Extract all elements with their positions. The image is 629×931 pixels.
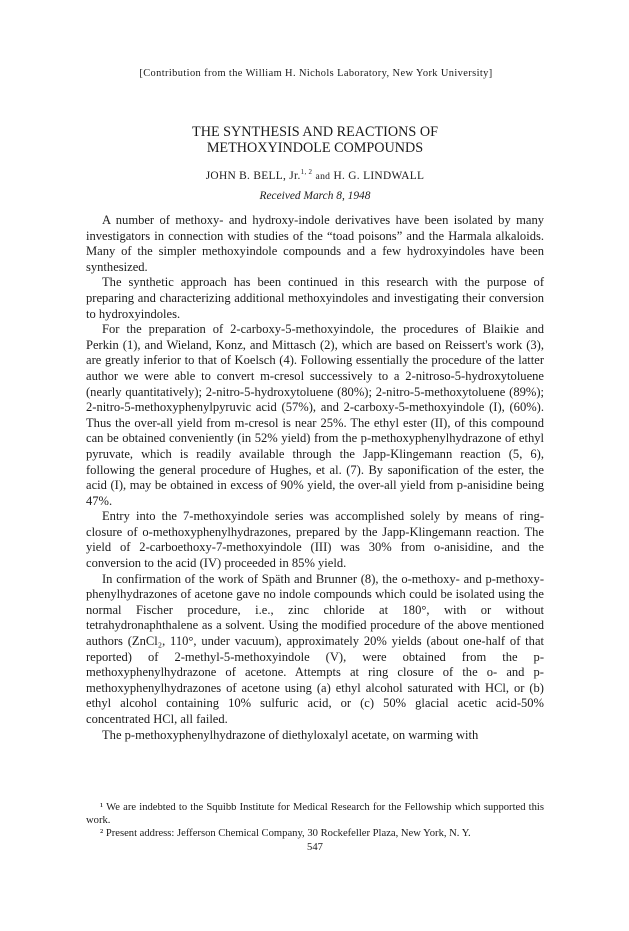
author-1: JOHN B. BELL, Jr.	[205, 169, 301, 182]
author-conjunction: and	[315, 170, 331, 182]
title-line-1: THE SYNTHESIS AND REACTIONS OF	[192, 124, 438, 140]
page-number: 547	[307, 842, 323, 853]
footnotes	[86, 801, 544, 854]
body-paragraph: The synthetic approach has been continued in this research with the purpose of preparing and characterizing additional methoxyindoles and investigating their conversion to hydroxyindoles.	[86, 275, 544, 321]
contribution-header: [Contribution from the William H. Nichols Laboratory, New York University]	[139, 68, 493, 79]
article-body	[86, 213, 544, 743]
body-paragraph: For the preparation of 2-carboxy-5-methoxyindole, the procedures of Blaikie and Perkin (1), and Wieland, Konz, and Mittasch (2), which are based on Reissert's work (3), are greatly inferior to that of Koelsch (4). Following essentially the procedure of the latter author we were able to convert m-cresol successively to a 2-nitroso-5-hydroxytoluene (nearly quantitatively); 2-nitro-5-hydroxytoluene (80%); 2-nitro-5-methoxytoluene (89%); 2-nitro-5-methoxyphenylpyruvic acid (57%), and 2-carboxy-5-methoxyindole (I), (60%). Thus the over-all yield from m-cresol is near 25%. The ethyl ester (II), of this compound can be obtained conveniently (in 52% yield) from the p-methoxyphenylhydrazone of ethyl pyruvate, which is readily available through the Japp-Klingemann reaction (5, 6), following the general procedure of Hughes, et al. (7). By saponification of the ester, the acid (I), may be obtained in excess of 90% yield, the over-all yield from p-anisidine being 47%.	[86, 322, 544, 508]
title-line-2: METHOXYINDOLE COMPOUNDS	[206, 140, 424, 156]
author-2: H. G. LINDWALL	[333, 169, 425, 182]
footnote-1: ¹ We are indebted to the Squibb Institute for Medical Research for the Fellowship which supported this work.	[86, 802, 544, 826]
author-line	[60, 168, 570, 182]
body-paragraph: In confirmation of the work of Späth and Brunner (8), the o-methoxy- and p-methoxy-phenylhydrazones of acetone gave no indole compounds which could be isolated using the normal Fischer procedure, i.e., zinc chloride at 180°, with or without tetrahydronaphthalene as a solvent. Using the modified procedure of the above mentioned authors (ZnCl₂, 110°, under vacuum), approximately 20% yields (about one-half of that reported) of 2-methyl-5-methoxyindole (V), were obtained from the p-methoxyphenylhydrazone of acetone. Attempts at ring closure of the o- and p-methoxyphenylhydrazones of acetone using (a) ethyl alcohol saturated with HCl, or (b) ethyl alcohol containing 10% sulfuric acid, or (c) 50% glacial acetic acid-50% concentrated HCl, all failed.	[86, 571, 544, 726]
body-paragraph: Entry into the 7-methoxyindole series was accomplished solely by means of ring-closure of o-methoxyphenylhydrazones, prepared by the Japp-Klingemann reaction. The yield of 2-carboethoxy-7-methoxyindole (III) was 30% from o-anisidine, and the conversion to the acid (IV) proceeded in 85% yield.	[86, 509, 544, 571]
author-1-footnote-refs: 1, 2	[300, 168, 313, 176]
body-paragraph: A number of methoxy- and hydroxy-indole derivatives have been isolated by many investigators in connection with studies of the “toad poisons” and the Harmala alkaloids. Many of the simpler methoxyindole compounds and a few hydroxyindoles have been synthesized.	[86, 213, 544, 274]
body-paragraph: The p-methoxyphenylhydrazone of diethyloxalyl acetate, on warming with	[102, 727, 479, 742]
footnote-2: ² Present address: Jefferson Chemical Company, 30 Rockefeller Plaza, New York, N. Y.	[100, 828, 471, 839]
received-date: Received March 8, 1948	[259, 190, 371, 202]
article-title	[60, 124, 570, 156]
